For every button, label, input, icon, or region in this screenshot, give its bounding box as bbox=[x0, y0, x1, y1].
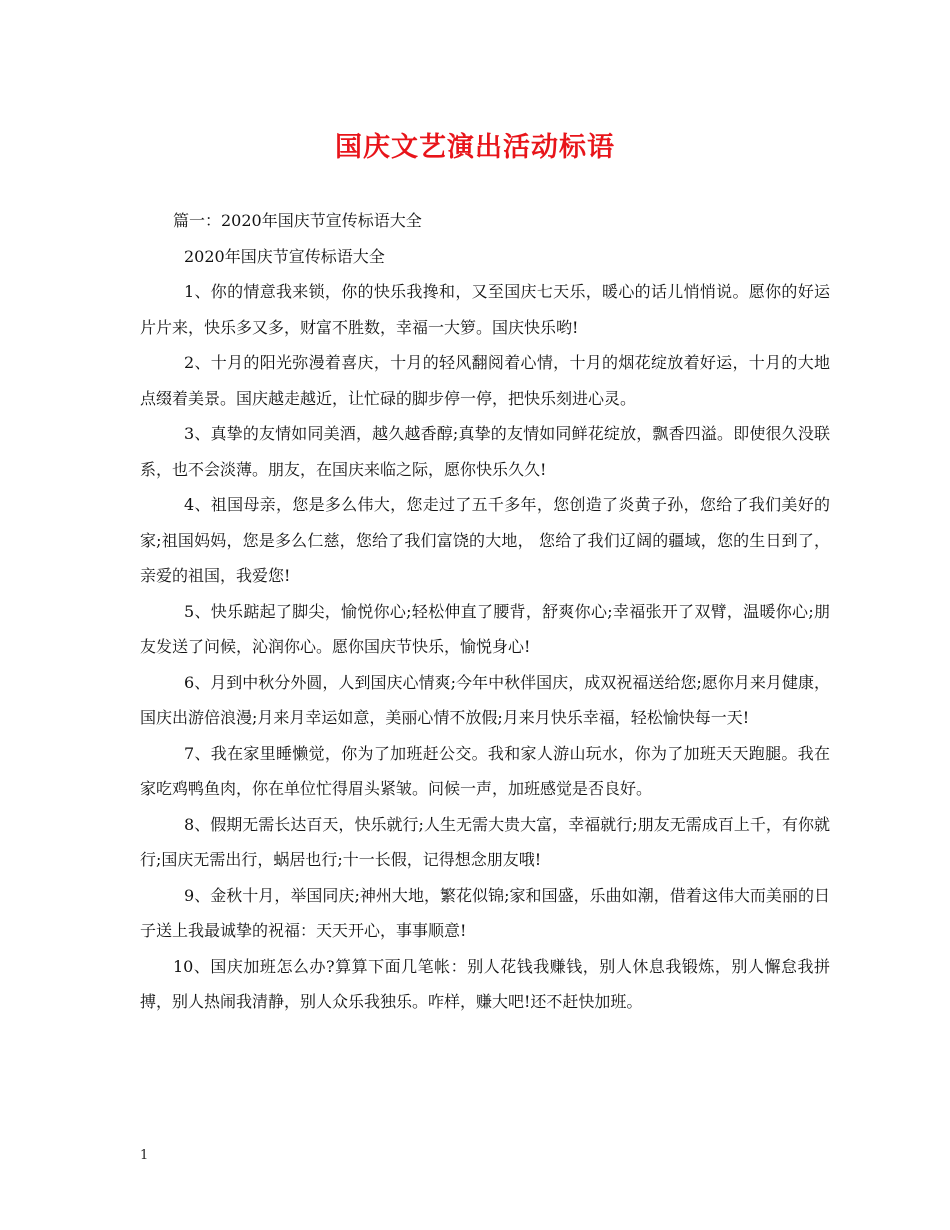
slogan-item-3: 3、真挚的友情如同美酒，越久越香醇;真挚的友情如同鲜花绽放，飘香四溢。即使很久没联系，也不会淡薄。朋友，在国庆来临之际，愿你快乐久久! bbox=[140, 424, 830, 479]
slogan-item-2: 2、十月的阳光弥漫着喜庆，十月的轻风翻阅着心情，十月的烟花绽放着好运，十月的大地点缀着美景。国庆越走越近，让忙碌的脚步停一停，把快乐刻进心灵。 bbox=[140, 353, 830, 408]
slogan-item-8: 8、假期无需长达百天，快乐就行;人生无需大贵大富，幸福就行;朋友无需成百上千，有你就行;国庆无需出行，蜗居也行;十一长假，记得想念朋友哦! bbox=[140, 814, 830, 869]
slogan-item-6: 6、月到中秋分外圆，人到国庆心情爽;今年中秋伴国庆，成双祝福送给您;愿你月来月健康，国庆出游倍浪漫;月来月幸运如意，美丽心情不放假;月来月快乐幸福，轻松愉快每一天! bbox=[140, 672, 830, 727]
slogan-item-7: 7、我在家里睡懒觉，你为了加班赶公交。我和家人游山玩水，你为了加班天天跑腿。我在家吃鸡鸭鱼肉，你在单位忙得眉头紧皱。问候一声，加班感觉是否良好。 bbox=[140, 743, 830, 798]
slogan-item-5: 5、快乐踮起了脚尖，愉悦你心;轻松伸直了腰背，舒爽你心;幸福张开了双臂，温暖你心;朋友发送了问候，沁润你心。愿你国庆节快乐，愉悦身心! bbox=[140, 601, 830, 656]
slogan-item-10: 10、国庆加班怎么办?算算下面几笔帐：别人花钱我赚钱，别人休息我锻炼，别人懈怠我拼搏，别人热闹我清静，别人众乐我独乐。咋样，赚大吧!还不赶快加班。 bbox=[140, 956, 830, 1011]
document-title: 国庆文艺演出活动标语 bbox=[335, 132, 615, 163]
slogan-item-9: 9、金秋十月，举国同庆;神州大地，繁花似锦;家和国盛，乐曲如潮，借着这伟大而美丽的日子送上我最诚挚的祝福：天天开心，事事顺意! bbox=[140, 885, 830, 940]
slogan-item-4: 4、祖国母亲，您是多么伟大，您走过了五千多年，您创造了炎黄子孙，您给了我们美好的家;祖国妈妈，您是多么仁慈，您给了我们富饶的大地， 您给了我们辽阔的疆域，您的生日到了，亲爱的祖国，我爱您! bbox=[140, 495, 830, 585]
page-number: 1 bbox=[140, 1148, 149, 1163]
slogan-item-1: 1、你的情意我来锁，你的快乐我搀和，又至国庆七天乐，暖心的话儿悄悄说。愿你的好运片片来，快乐多又多，财富不胜数，幸福一大箩。国庆快乐哟! bbox=[140, 282, 830, 337]
section-heading: 篇一：2020年国庆节宣传标语大全 bbox=[173, 211, 422, 230]
document-body bbox=[140, 203, 830, 1020]
subheading: 2020年国庆节宣传标语大全 bbox=[184, 246, 385, 266]
